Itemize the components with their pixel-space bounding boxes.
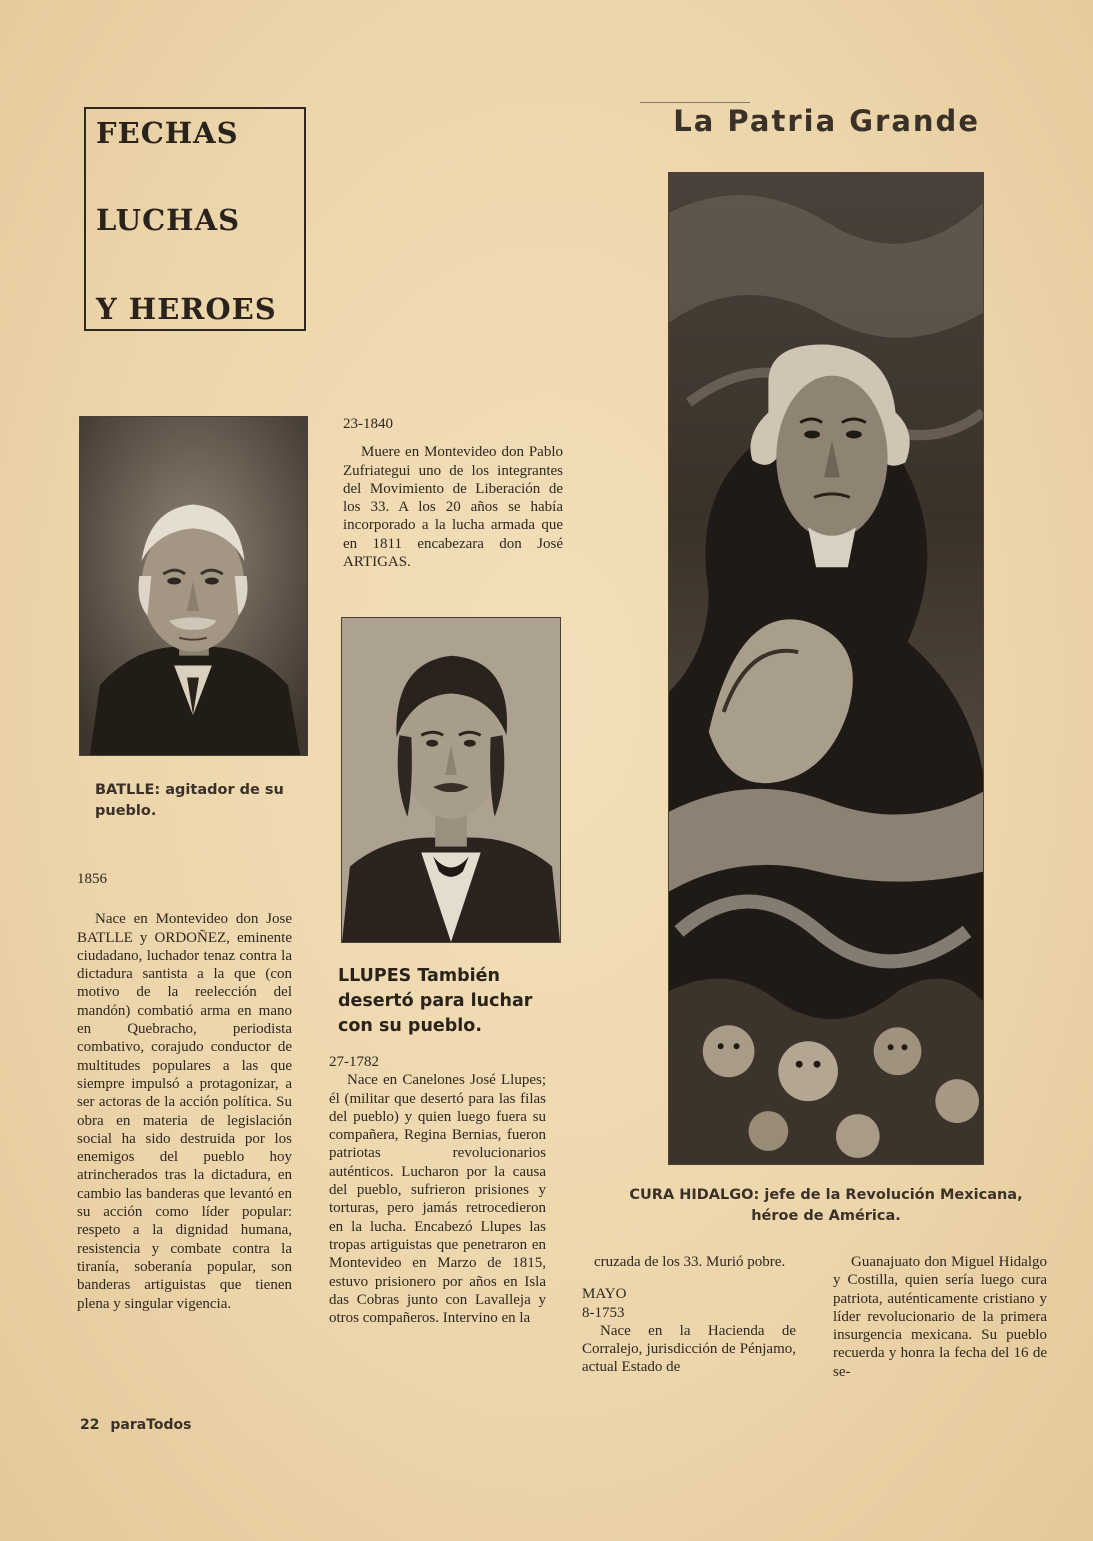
section-title-box: [84, 107, 306, 331]
title-line-2: LUCHAS: [96, 203, 241, 237]
page-number: 22: [80, 1417, 100, 1433]
right-a-continuation: cruzada de los 33. Murió pobre.: [594, 1254, 786, 1270]
subhead-line-1: LLUPES También: [338, 966, 500, 986]
right-column-b: [833, 1253, 1047, 1381]
title-line-3: Y HEROES: [96, 292, 277, 326]
page-folio: [80, 1417, 191, 1433]
batlle-caption: BATLLE: agitador de su pueblo.: [95, 782, 284, 819]
left-column: [77, 870, 292, 1313]
right-b-body: Guanajuato don Miguel Hidalgo y Costilla, quien sería luego cura patriota, auténticamente cristiano y líder revolucionario de la primera insurgencia mexicana. Su pueblo recuerda y honra la fecha del 16 de se-: [833, 1254, 1047, 1380]
title-line-1: FECHAS: [96, 116, 239, 150]
middle-date-1: 23-1840: [343, 416, 393, 432]
middle-column-bottom: [329, 1053, 546, 1327]
hidalgo-caption-line-2: héroe de América.: [751, 1208, 901, 1224]
subhead-line-3: con su pueblo.: [338, 1016, 482, 1036]
llupes-portrait-photo: [341, 617, 561, 943]
right-a-body: Nace en la Hacienda de Corralejo, jurisdicción de Pénjamo, actual Estado de: [582, 1322, 796, 1376]
hidalgo-painting: [668, 172, 984, 1165]
right-a-month: MAYO: [582, 1286, 627, 1303]
magazine-name: paraTodos: [110, 1417, 192, 1433]
right-column-a: [582, 1253, 796, 1377]
headline-rule: [640, 102, 750, 103]
left-body-text: Nace en Montevideo don Jose BATLLE y ORDOÑEZ, eminente ciudadano, luchador tenaz contra la dictadura santista a la que (con motivo de la reelección del mandón) combatió arma en mano en Quebracho, periodista combativo, corajudo conductor de multitudes populares a las que siempre impulsó a protagonizar, a ser actoras de la acción política. Su obra en materia de legislación social ha sido destruida por los enemigos del pueblo hoy atrincherados tras la dictadura, en cambio las banderas que levantó en su acción como líder popular: respeto a la dignidad humana, resistencia y combate contra la tiranía, soberanía popular, son banderas artiguistas que tienen plena y singular vigencia.: [77, 911, 292, 1312]
left-date: 1856: [77, 871, 107, 887]
hidalgo-caption-line-1: CURA HIDALGO: jefe de la Revolución Mexicana,: [629, 1187, 1023, 1203]
batlle-portrait-photo: [79, 416, 308, 756]
llupes-subhead: [338, 964, 568, 1039]
page-headline: La Patria Grande: [673, 104, 980, 138]
hidalgo-caption: [610, 1185, 1042, 1227]
right-a-date: 8-1753: [582, 1304, 625, 1321]
subhead-line-2: desertó para luchar: [338, 991, 533, 1011]
middle-body-2: Nace en Canelones José Llupes; él (militar que desertó para las filas del pueblo) y quien luego fuera su compañera, Regina Bernias, fueron patriotas revolucionarios auténticos. Lucharon por la causa del pueblo, sufrieron prisiones y torturas, pero jamás retrocedieron en la lucha. Encabezó Llupes las tropas artiguistas que penetraron en Montevideo en Marzo de 1815, estuvo prisionero por años en Isla das Cobras junto con Lavalleja y otros compañeros. Intervino en la: [329, 1072, 546, 1327]
middle-column-top: [343, 415, 563, 571]
middle-date-2: 27-1782: [329, 1054, 379, 1070]
middle-body-1: Muere en Montevideo don Pablo Zufriategui uno de los integrantes del Movimiento de Liberación de los 33. A los 20 años se había incorporado a la lucha armada que en 1811 encabezara don José ARTIGAS.: [343, 444, 563, 571]
